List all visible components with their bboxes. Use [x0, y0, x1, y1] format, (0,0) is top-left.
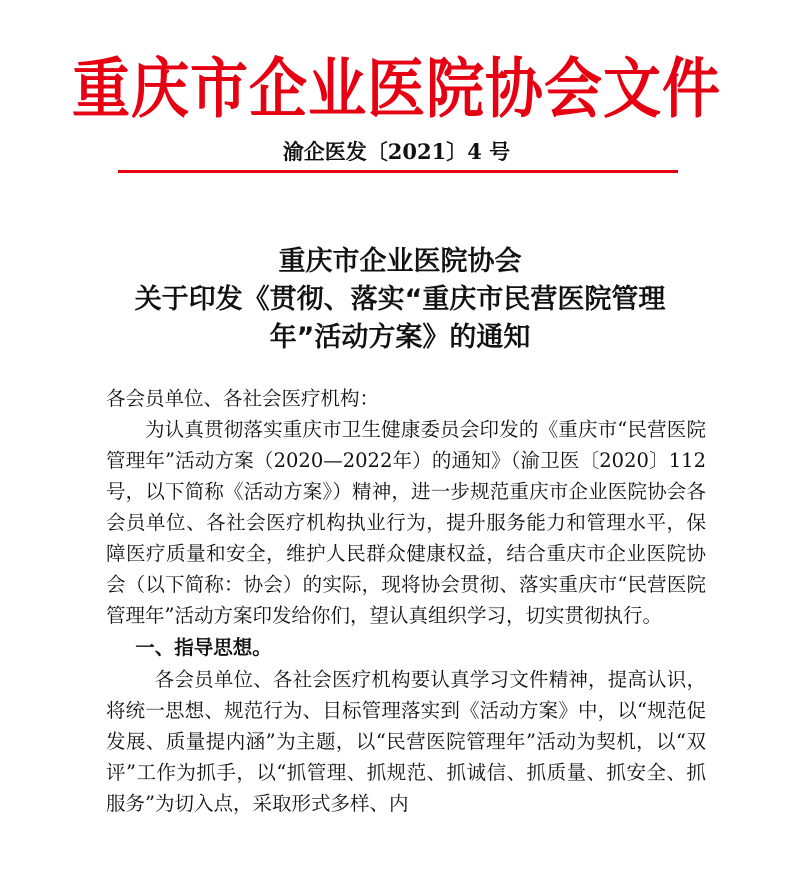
document-number: 渝企医发〔2021〕4 号	[282, 139, 511, 164]
notice-title	[90, 243, 710, 357]
notice-title-line-3: 年”活动方案》的通知	[269, 322, 531, 353]
body-paragraph-1: 为认真贯彻落实重庆市卫生健康委员会印发的《重庆市“民营医院管理年”活动方案（2020—2022年）的通知》（渝卫医〔2020〕112号，以下简称《活动方案》）精神，进一步规范重庆市企业医院协会各会员单位、各社会医疗机构执业行为，提升服务能力和管理水平，保障医疗质量和安全，维护人民群众健康权益，结合重庆市企业医院协会（以下简称：协会）的实际，现将协会贯彻、落实重庆市“民营医院管理年”活动方案印发给你们，望认真组织学习，切实贯彻执行。	[106, 418, 706, 627]
masthead-title: 重庆市企业医院协会文件	[71, 50, 721, 127]
salutation: 各会员单位、各社会医疗机构：	[106, 387, 380, 410]
document-body	[106, 383, 706, 819]
body-paragraph-2: 各会员单位、各社会医疗机构要认真学习文件精神，提高认识，将统一思想、规范行为、目标管理落实到《活动方案》中，以“规范促发展、质量提内涵”为主题，以“民营医院管理年”活动为契机，以“双评”工作为抓手，以“抓管理、抓规范、抓诚信、抓质量、抓安全、抓服务”为切入点，采取形式多样、内	[106, 668, 706, 815]
section-heading-1: 一、指导思想。	[135, 636, 272, 659]
notice-title-line-1: 重庆市企业医院协会	[278, 246, 522, 277]
notice-title-line-2: 关于印发《贯彻、落实“重庆市民营医院管理	[134, 284, 666, 315]
red-divider-line	[118, 170, 678, 173]
